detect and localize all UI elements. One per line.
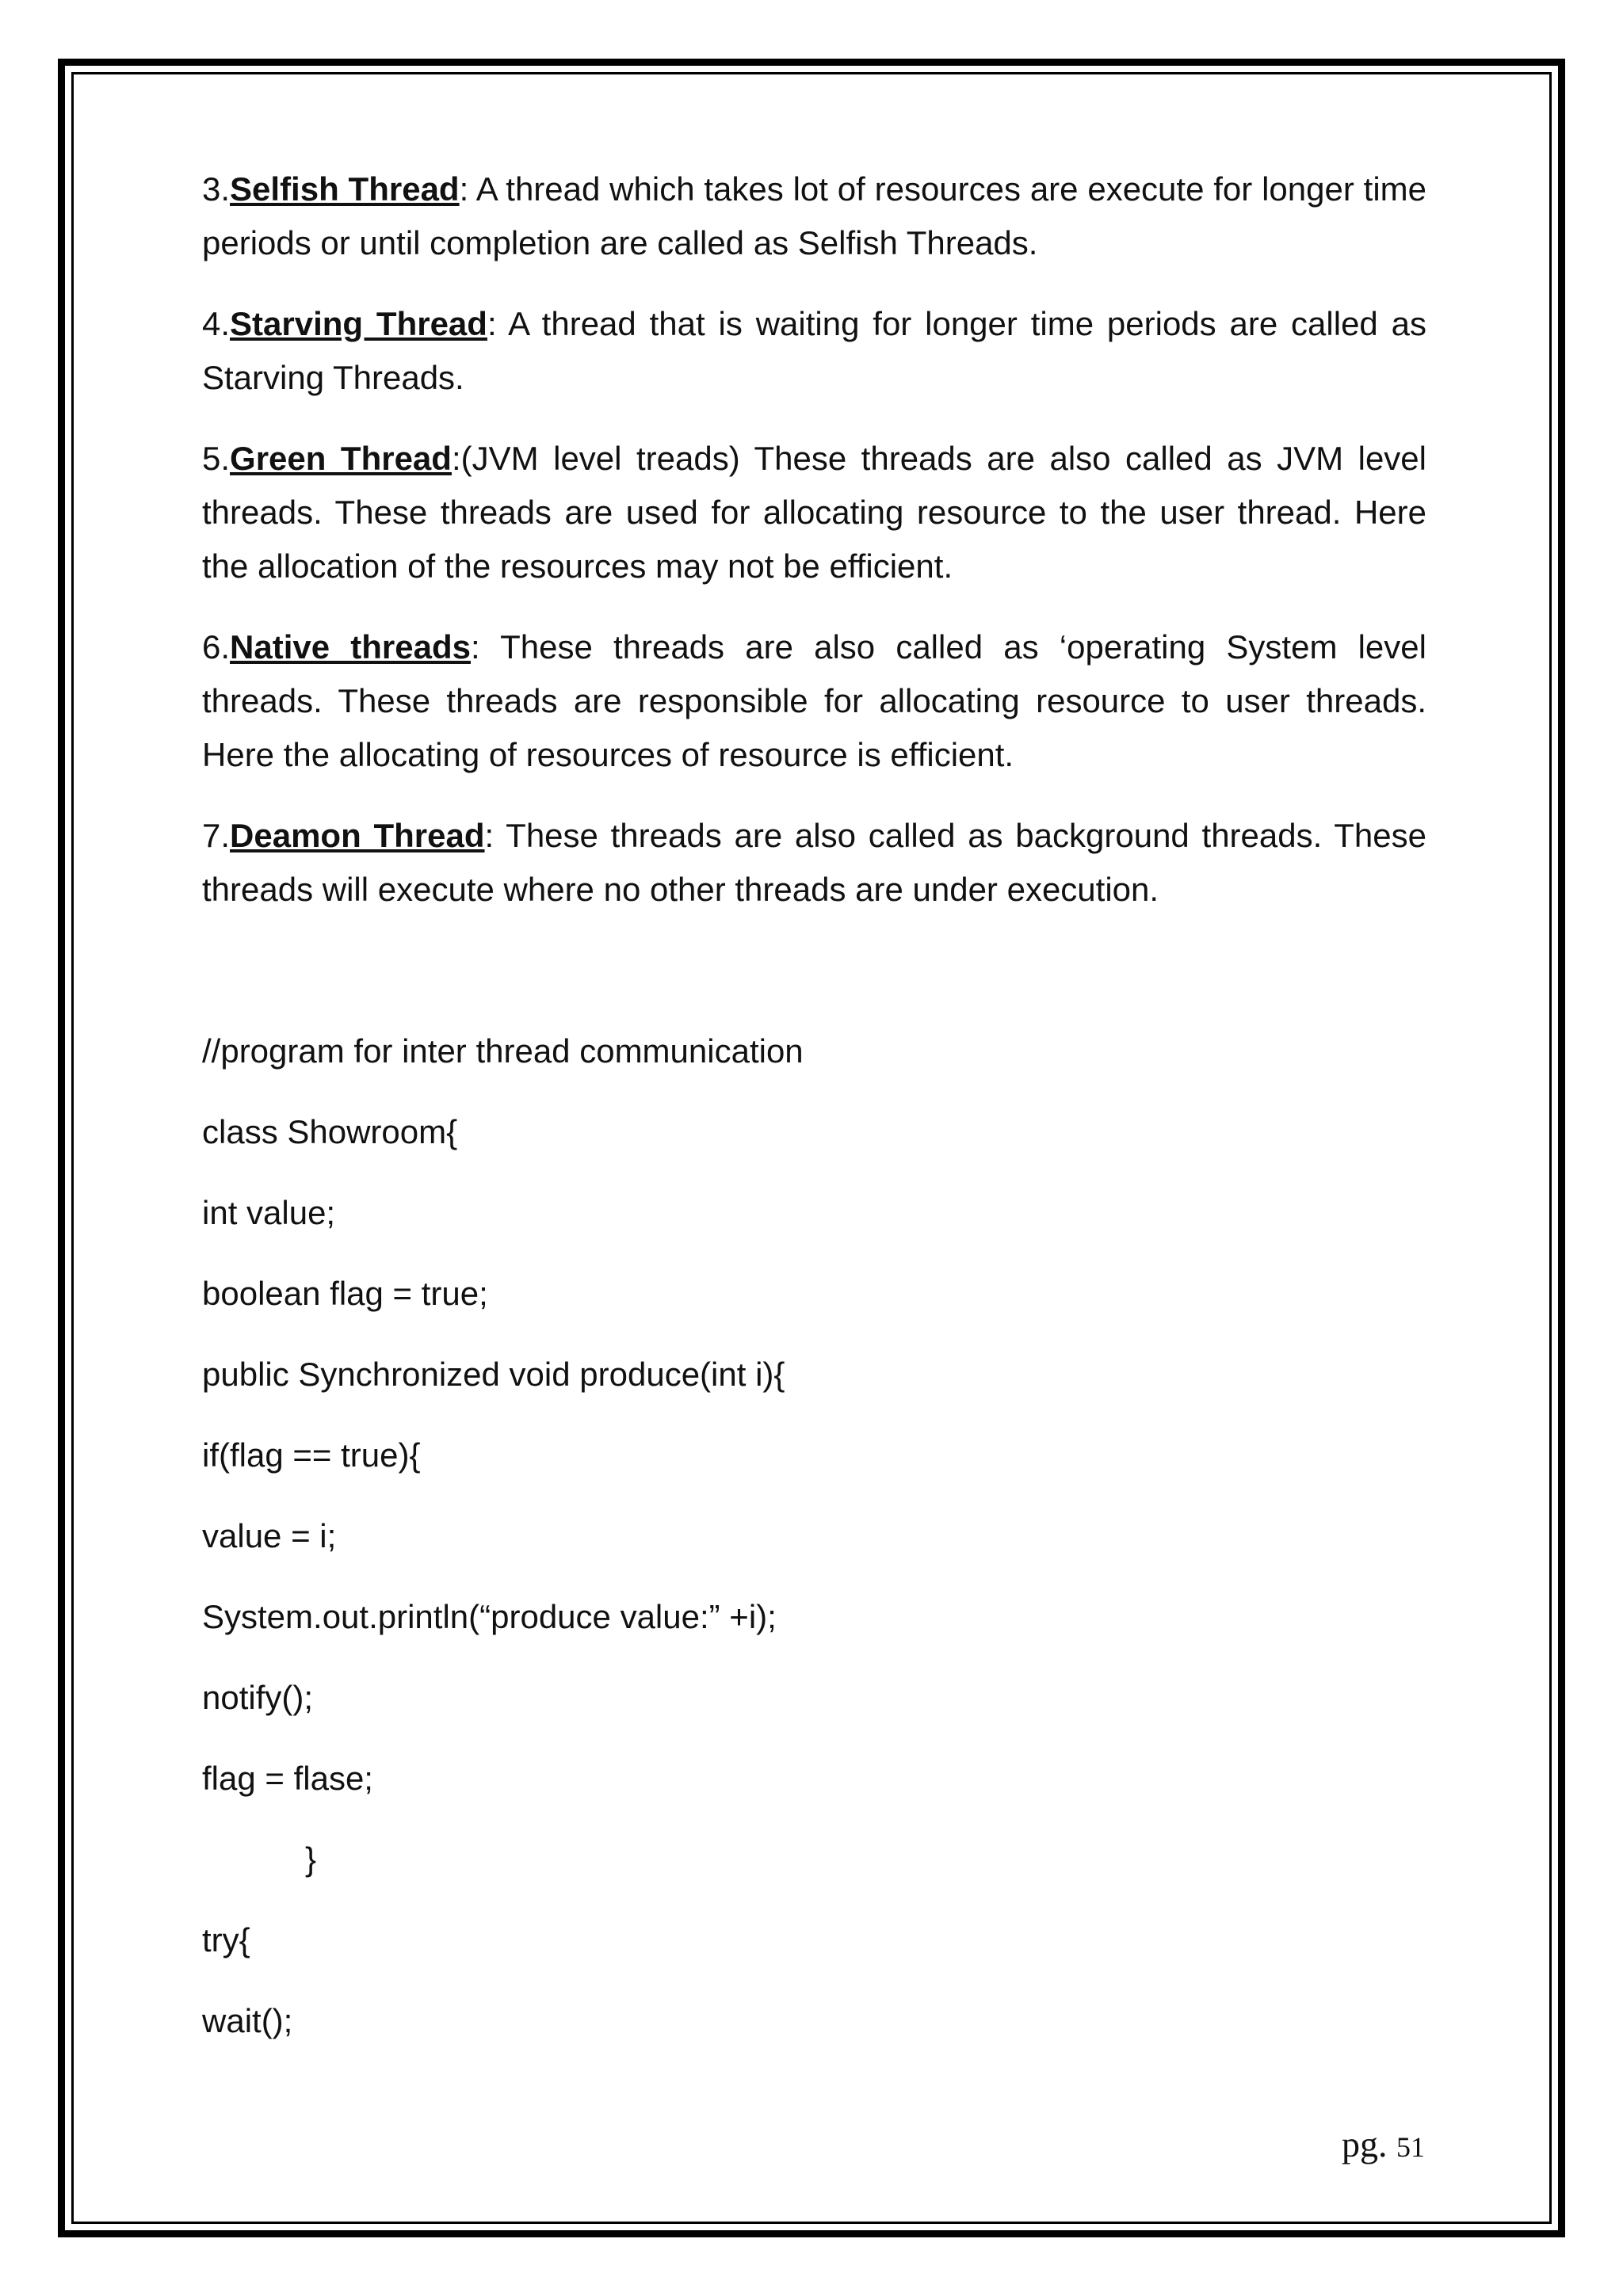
- code-line: boolean flag = true;: [202, 1275, 488, 1312]
- section-spacer: [202, 944, 1426, 1024]
- code-line: int value;: [202, 1194, 336, 1231]
- item-number: 4.: [202, 305, 231, 342]
- paragraph-selfish-thread: [202, 162, 1426, 270]
- term-description: : These threads are also called as ‘operating System level threads. These threads are responsible for allocating resource to user threads. Here the allocating of resources of resource is efficient.: [202, 628, 1426, 773]
- item-number: 7.: [202, 817, 231, 854]
- term-description: : A thread which takes lot of resources are execute for longer time periods or until completion are called as Selfish Threads.: [202, 170, 1427, 261]
- code-line: flag = flase;: [202, 1760, 373, 1797]
- code-line: System.out.println(“produce value:” +i);: [202, 1598, 777, 1635]
- paragraph-starving-thread: [202, 297, 1426, 405]
- code-line: class Showroom{: [202, 1113, 458, 1150]
- code-line: value = i;: [202, 1517, 337, 1554]
- code-line: }: [305, 1840, 317, 1878]
- item-number: 5.: [202, 440, 231, 477]
- paragraph-green-thread: [202, 432, 1426, 593]
- item-number: 6.: [202, 628, 231, 666]
- page-number-prefix: pg.: [1342, 2124, 1388, 2164]
- term-heading: Starving Thread: [230, 305, 487, 342]
- page-number-value: 51: [1396, 2131, 1425, 2163]
- term-description: : These threads are also called as background threads. These threads will execute where no other threads are under execution.: [202, 817, 1426, 908]
- term-description: :(JVM level treads) These threads are also called as JVM level threads. These threads are used for allocating resource to the user thread. Here the allocation of the resources may not be efficient.: [202, 440, 1426, 585]
- code-block: [202, 1024, 1426, 2075]
- term-description: : A thread that is waiting for longer time periods are called as Starving Threads.: [202, 305, 1426, 396]
- paragraph-deamon-thread: [202, 809, 1426, 917]
- term-heading: Native threads: [230, 628, 471, 666]
- paragraph-native-threads: [202, 620, 1426, 782]
- page-number: [1342, 2123, 1425, 2165]
- code-line: wait();: [202, 2002, 293, 2039]
- page-content: [202, 162, 1426, 2075]
- term-heading: Green Thread: [230, 440, 452, 477]
- code-line: //program for inter thread communication: [202, 1032, 804, 1070]
- code-line: if(flag == true){: [202, 1436, 421, 1474]
- item-number: 3.: [202, 170, 231, 208]
- code-line: notify();: [202, 1679, 314, 1716]
- term-heading: Deamon Thread: [230, 817, 485, 854]
- code-line: try{: [202, 1921, 250, 1958]
- term-heading: Selfish Thread: [230, 170, 460, 208]
- code-line: public Synchronized void produce(int i){: [202, 1356, 785, 1393]
